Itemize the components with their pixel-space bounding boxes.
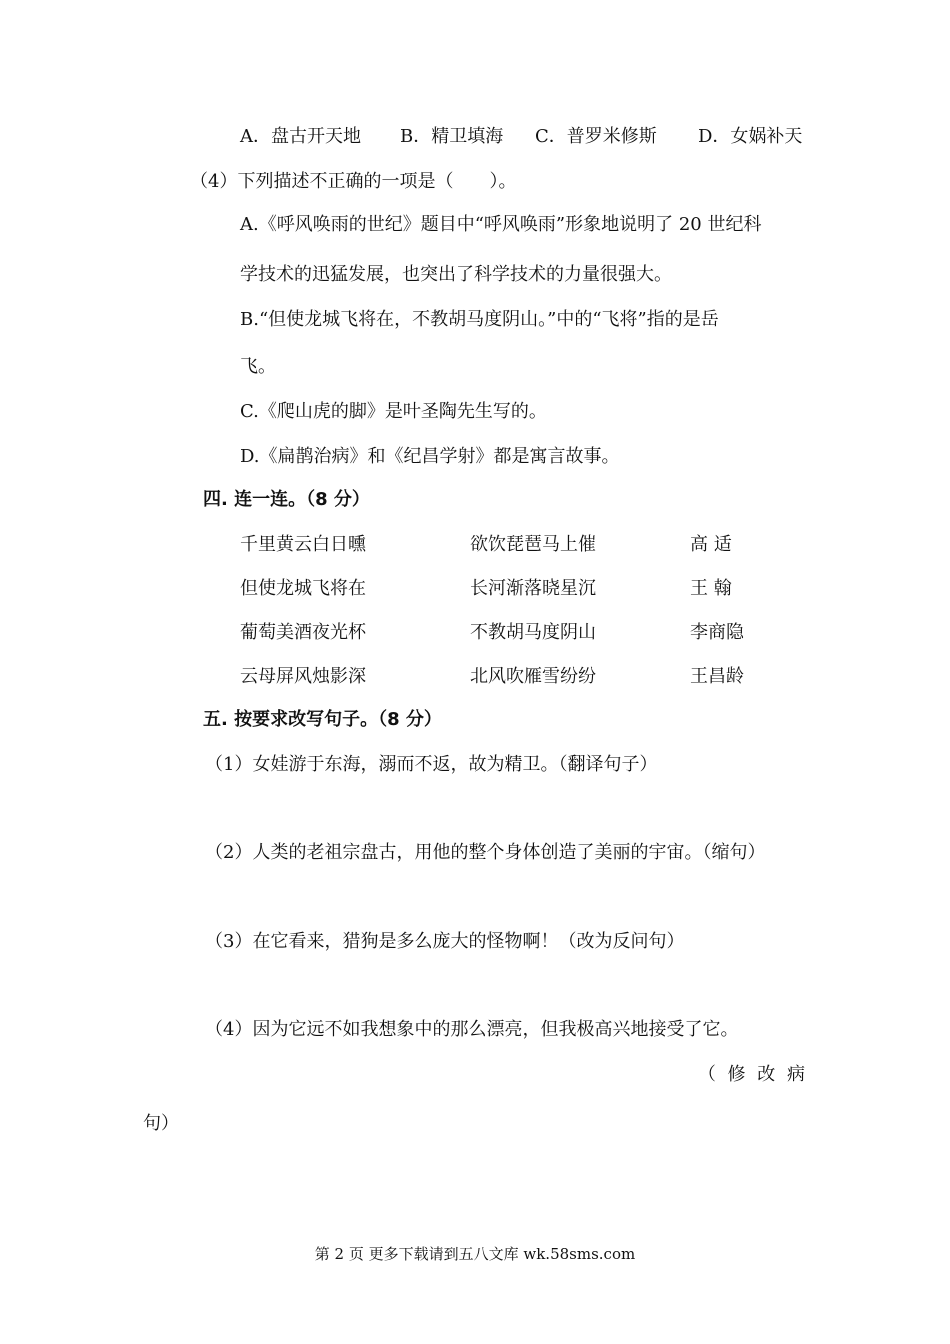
rewrite-item-4: （4）因为它远不如我想象中的那么漂亮，但我极高兴地接受了它。 [205, 1019, 739, 1040]
q4-option-a-line1: A.《呼风唤雨的世纪》题目中“呼风唤雨”形象地说明了 20 世纪科 [240, 214, 762, 235]
match-mid-item: 欲饮琵琶马上催 [470, 534, 596, 555]
match-row [0, 533, 950, 557]
section5-title: 五. 按要求改写句子。（8 分） [203, 709, 442, 730]
match-mid-item: 不教胡马度阴山 [470, 622, 596, 643]
rewrite-item-4-suffix: （ 修 改 病 [697, 1064, 805, 1085]
q4-option-a-line2: 学技术的迅猛发展，也突出了科学技术的力量很强大。 [240, 264, 672, 285]
match-left-item: 葡萄美酒夜光杯 [240, 622, 366, 643]
page-footer: 第 2 页 更多下载请到五八文库 wk.58sms.com [314, 1245, 636, 1263]
match-right-item: 王 翰 [690, 578, 732, 599]
match-row [0, 665, 950, 689]
q4-option-d: D.《扁鹊治病》和《纪昌学射》都是寓言故事。 [240, 446, 620, 467]
q3-option-c: C．普罗米修斯 [535, 126, 657, 147]
q3-options-row [0, 125, 950, 149]
match-left-item: 但使龙城飞将在 [240, 578, 366, 599]
rewrite-item-2: （2）人类的老祖宗盘古，用他的整个身体创造了美丽的宇宙。（缩句） [205, 842, 766, 863]
section4-title: 四. 连一连。（8 分） [203, 489, 370, 510]
rewrite-item-3: （3）在它看来，猎狗是多么庞大的怪物啊！（改为反问句） [205, 931, 685, 952]
rewrite-item-4-suffix-end: 句） [143, 1113, 179, 1134]
q3-option-b: B．精卫填海 [400, 126, 504, 147]
q3-option-d: D．女娲补天 [698, 126, 803, 147]
match-right-item: 高 适 [690, 534, 732, 555]
q3-option-a: A．盘古开天地 [240, 126, 361, 147]
match-right-item: 李商隐 [690, 622, 744, 643]
q4-option-c: C.《爬山虎的脚》是叶圣陶先生写的。 [240, 401, 547, 422]
match-left-item: 云母屏风烛影深 [240, 666, 366, 687]
match-row [0, 621, 950, 645]
q4-stem: （4）下列描述不正确的一项是（ ）。 [190, 171, 517, 192]
match-row [0, 577, 950, 601]
q4-option-b-line2: 飞。 [240, 356, 276, 377]
match-left-item: 千里黄云白日曛 [240, 534, 366, 555]
match-right-item: 王昌龄 [690, 666, 744, 687]
q4-option-b-line1: B.“但使龙城飞将在，不教胡马度阴山。”中的“飞将”指的是岳 [240, 309, 719, 330]
rewrite-item-1: （1）女娃游于东海，溺而不返，故为精卫。（翻译句子） [205, 754, 658, 775]
match-mid-item: 北风吹雁雪纷纷 [470, 666, 596, 687]
match-mid-item: 长河渐落晓星沉 [470, 578, 596, 599]
